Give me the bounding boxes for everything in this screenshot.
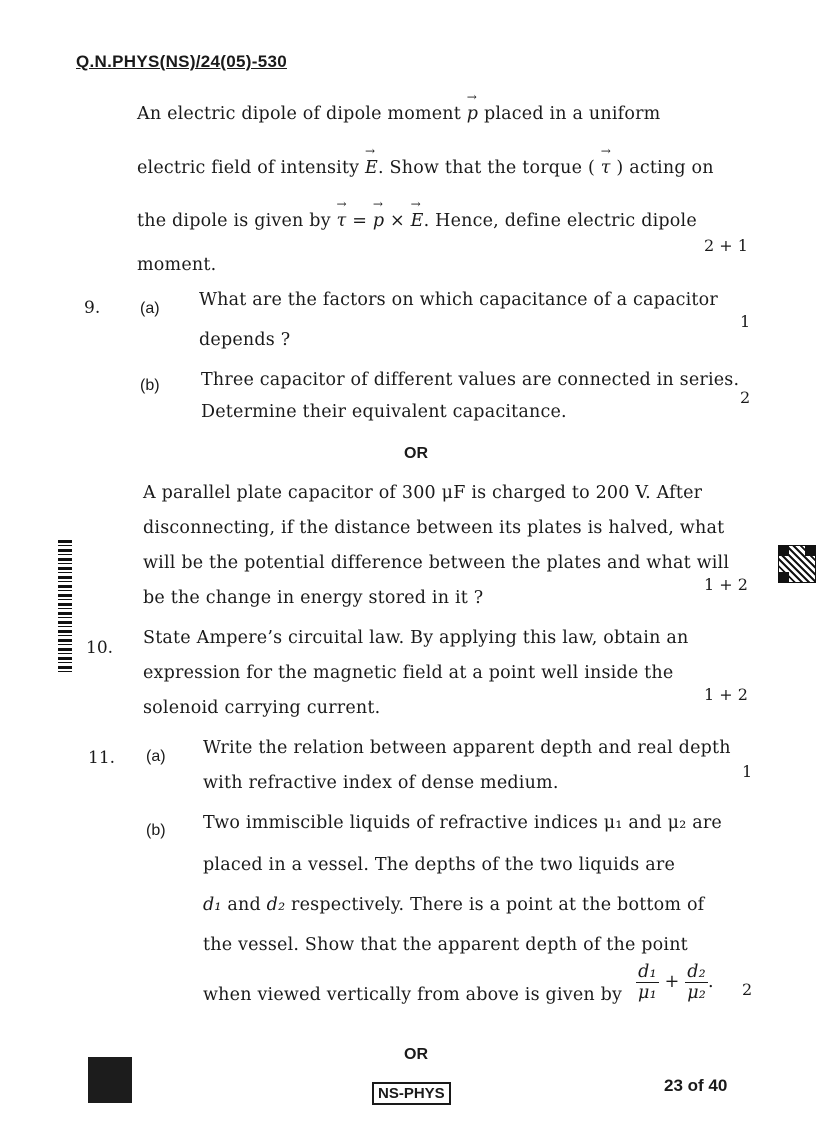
q10-marks: 1 + 2: [704, 685, 748, 704]
fraction-2: $\frac{\text{d₂}}{\text{μ₂}}$: [687, 962, 706, 1003]
q10-line-3: solenoid carrying current.: [143, 698, 381, 718]
q11b-line-2: placed in a vessel. The depths of the two liquids are: [203, 855, 676, 875]
q9b-marks: 2: [740, 388, 751, 407]
vector-e-2: → E: [411, 211, 424, 231]
q9b-line-2: Determine their equivalent capacitance.: [201, 402, 567, 422]
q9a-marks: 1: [740, 312, 751, 331]
vector-tau-2: → τ: [337, 211, 347, 231]
black-mark: [88, 1057, 132, 1103]
vector-tau: → τ: [601, 158, 611, 178]
q9-alt-line-3: will be the potential difference between the plates and what will: [143, 553, 730, 573]
q11b-line-5: when viewed vertically from above is given by: [203, 985, 623, 1005]
q8-line-2: electric field of intensity → E. Show that the torque ( → τ ) acting on: [137, 158, 714, 178]
vector-e: → E: [365, 158, 378, 178]
fraction-1: $\frac{\text{d₁}}{\text{μ₁}}$: [638, 962, 657, 1003]
q11b-line-3: d₁ and d₂ respectively. There is a point at the bottom of: [203, 895, 705, 915]
q9-alt-marks: 1 + 2: [704, 575, 748, 594]
barcode-graphic: [58, 540, 72, 675]
q9b-label: (b): [140, 377, 160, 394]
q11-number: 11.: [88, 748, 116, 768]
q11a-marks: 1: [742, 762, 753, 781]
footer-subject-code: NS-PHYS: [372, 1082, 451, 1105]
q9-or: OR: [404, 445, 428, 462]
page-number: 23 of 40: [664, 1076, 728, 1095]
q8-marks: 2 + 1: [704, 236, 748, 255]
apparent-depth-formula: $\frac{\text{d₁}}{\text{μ₁}}$ + $\frac{\text{d₂}}{\text{μ₂}}$ .: [638, 962, 714, 1003]
q8-line-1: An electric dipole of dipole moment → p placed in a uniform: [137, 104, 660, 124]
q9-number: 9.: [84, 298, 101, 318]
q11b-line-1: Two immiscible liquids of refractive indices μ₁ and μ₂ are: [203, 813, 722, 833]
q11a-line-1: Write the relation between apparent depth and real depth: [203, 738, 731, 758]
q9-alt-line-4: be the change in energy stored in it ?: [143, 588, 484, 608]
q11a-line-2: with refractive index of dense medium.: [203, 773, 559, 793]
mu-2: μ₂: [667, 813, 687, 833]
vector-p: → p: [467, 104, 478, 124]
q8-line-3: the dipole is given by → τ = → p × → E. Hence, define electric dipole: [137, 211, 697, 231]
d-2: d₂: [266, 895, 286, 915]
q8-line-4: moment.: [137, 255, 217, 275]
mu-1: μ₁: [603, 813, 623, 833]
q9b-line-1: Three capacitor of different values are connected in series.: [201, 370, 740, 390]
qr-code-graphic: [778, 545, 816, 583]
d-1: d₁: [203, 895, 222, 915]
q11b-marks: 2: [742, 980, 753, 999]
q11-or: OR: [404, 1046, 428, 1063]
vector-p-2: → p: [373, 211, 384, 231]
q9-alt-line-1: A parallel plate capacitor of 300 μF is charged to 200 V. After: [143, 483, 703, 503]
q10-number: 10.: [86, 638, 114, 658]
q9a-line-1: What are the factors on which capacitance of a capacitor: [199, 290, 718, 310]
q11b-label: (b): [146, 822, 166, 839]
q9-alt-line-2: disconnecting, if the distance between its plates is halved, what: [143, 518, 725, 538]
q9a-line-2: depends ?: [199, 330, 291, 350]
q11b-line-4: the vessel. Show that the apparent depth of the point: [203, 935, 688, 955]
q11a-label: (a): [146, 748, 166, 765]
q10-line-2: expression for the magnetic field at a point well inside the: [143, 663, 674, 683]
q9a-label: (a): [140, 300, 160, 317]
paper-code: Q.N.PHYS(NS)/24(05)-530: [76, 52, 287, 71]
q10-line-1: State Ampere’s circuital law. By applying this law, obtain an: [143, 628, 689, 648]
